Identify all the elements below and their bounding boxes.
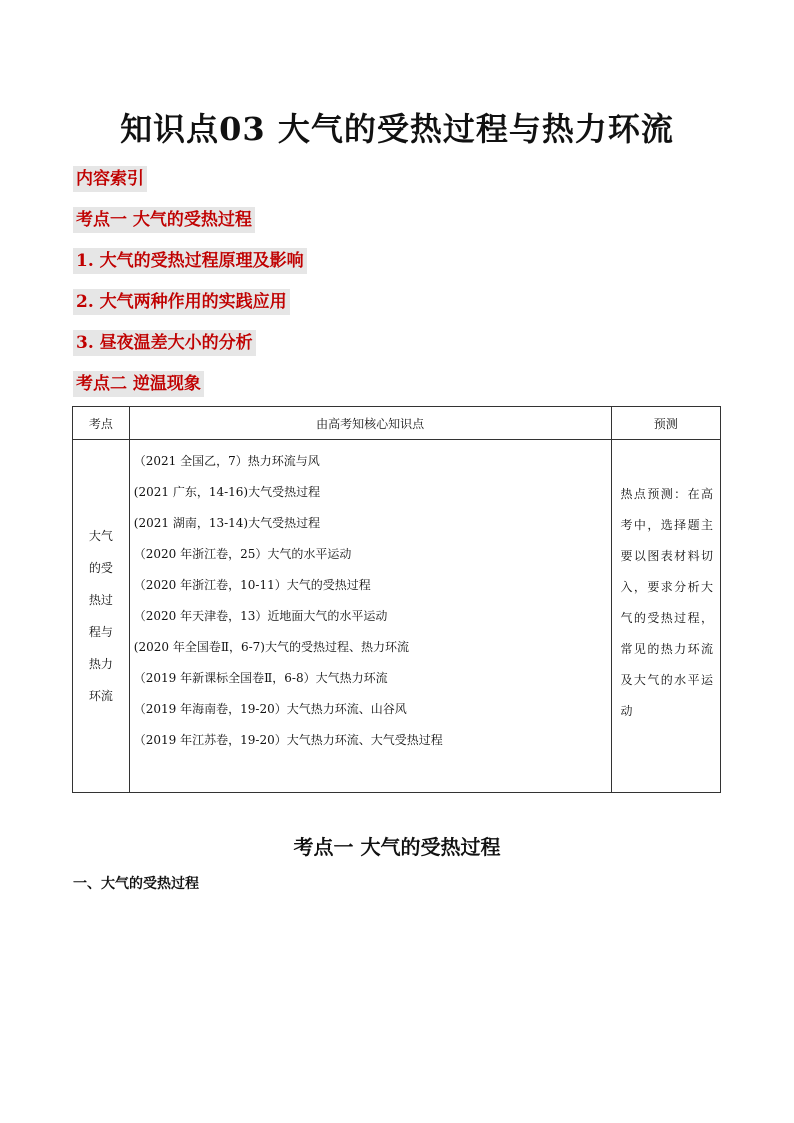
list-item: （2021 全国乙，7）热力环流与风 xyxy=(133,454,320,468)
list-item: （2020 年浙江卷，25）大气的水平运动 xyxy=(133,547,352,561)
index-item-topic-2[interactable]: 考点二 逆温现象 xyxy=(73,371,204,397)
topic-text: 大气的受热过程与热力环流 xyxy=(88,529,113,703)
list-item: （2020 年浙江卷，10-11）大气的受热过程 xyxy=(133,578,371,592)
list-item: （2019 年江苏卷，19-20）大气热力环流、大气受热过程 xyxy=(133,733,443,747)
index-item-subtopic-3[interactable]: 3. 昼夜温差大小的分析 xyxy=(73,330,256,356)
prediction-text: 热点预测：在高考中，选择题主要以图表材料切入，要求分析大气的受热过程，常见的热力环流及大气的水平运动 xyxy=(620,487,714,718)
index-heading: 内容索引 xyxy=(73,166,147,192)
list-item: (2021 广东，14-16)大气受热过程 xyxy=(133,485,321,499)
index-item-subtopic-1[interactable]: 1. 大气的受热过程原理及影响 xyxy=(73,248,307,274)
list-item: （2019 年新课标全国卷Ⅱ，6-8）大气热力环流 xyxy=(133,671,388,685)
topic-cell xyxy=(73,440,130,793)
knowledge-points-cell xyxy=(129,440,611,793)
table-header-row xyxy=(73,407,721,440)
content-index xyxy=(73,166,307,412)
list-item: （2020 年天津卷，13）近地面大气的水平运动 xyxy=(133,609,388,623)
header-topic: 考点 xyxy=(73,407,130,440)
header-knowledge-points: 由高考知核心知识点 xyxy=(129,407,611,440)
header-prediction: 预测 xyxy=(611,407,721,440)
index-item-subtopic-2[interactable]: 2. 大气两种作用的实践应用 xyxy=(73,289,290,315)
prediction-cell xyxy=(611,440,721,793)
knowledge-table xyxy=(72,406,721,793)
table-row xyxy=(73,440,721,793)
index-item-topic-1[interactable]: 考点一 大气的受热过程 xyxy=(73,207,255,233)
document-title: 知识点03 大气的受热过程与热力环流 xyxy=(120,110,674,148)
list-item: （2019 年海南卷，19-20）大气热力环流、山谷风 xyxy=(133,702,407,716)
subheading: 一、大气的受热过程 xyxy=(73,876,199,892)
list-item: (2021 湖南，13-14)大气受热过程 xyxy=(133,516,321,530)
list-item: (2020 年全国卷Ⅱ，6-7)大气的受热过程、热力环流 xyxy=(133,640,409,654)
section-title: 考点一 大气的受热过程 xyxy=(293,835,501,859)
